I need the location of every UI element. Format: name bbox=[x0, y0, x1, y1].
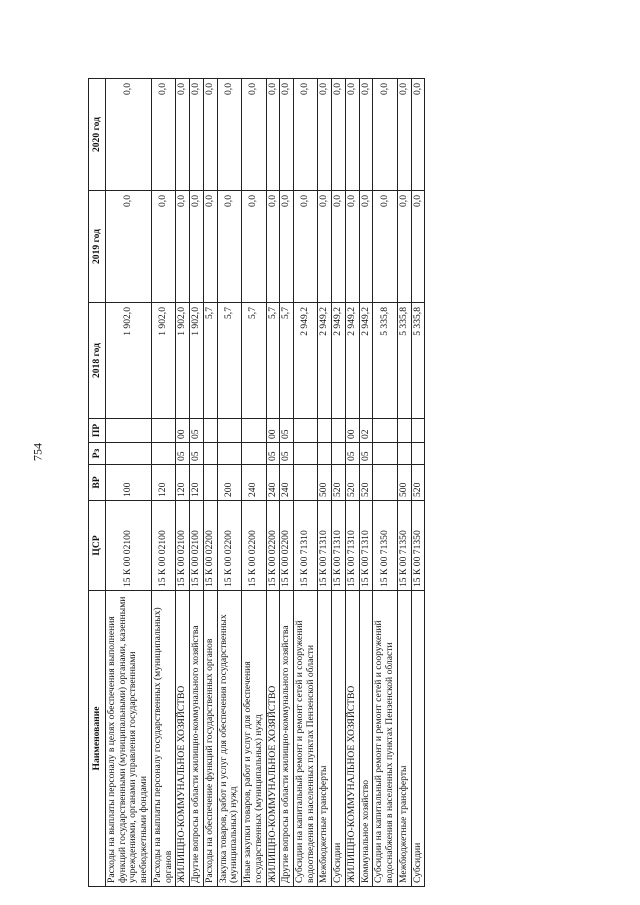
cell-vr bbox=[294, 465, 318, 501]
cell-2018: 5,7 bbox=[217, 303, 241, 419]
header-rz: Рз bbox=[89, 443, 106, 465]
cell-pr: 05 bbox=[190, 419, 204, 443]
header-2018: 2018 год bbox=[89, 303, 106, 419]
table-row bbox=[203, 79, 217, 887]
cell-vr: 500 bbox=[318, 465, 332, 501]
budget-table bbox=[88, 78, 425, 887]
cell-pr: 00 bbox=[176, 419, 190, 443]
cell-pr: 05 bbox=[280, 419, 294, 443]
cell-name: Субсидии на капитальный ремонт и ремонт сетей и сооружений водоотведения в населенных пунктах Пензенской области bbox=[294, 591, 318, 887]
cell-pr bbox=[294, 419, 318, 443]
cell-pr bbox=[203, 419, 217, 443]
cell-2020: 0,0 bbox=[217, 79, 241, 191]
cell-2019: 0,0 bbox=[397, 191, 411, 303]
cell-name: Межбюджетные трансферты bbox=[318, 591, 332, 887]
table-row bbox=[332, 79, 346, 887]
cell-csr: 15 К 00 02100 bbox=[151, 501, 175, 591]
cell-2018: 5 335,8 bbox=[397, 303, 411, 419]
cell-rz: 05 bbox=[266, 443, 280, 465]
cell-csr: 15 К 00 02100 bbox=[176, 501, 190, 591]
cell-rz bbox=[106, 443, 152, 465]
cell-csr: 15 К 00 02100 bbox=[106, 501, 152, 591]
table-row bbox=[217, 79, 241, 887]
cell-2020: 0,0 bbox=[280, 79, 294, 191]
table-body bbox=[106, 79, 425, 887]
cell-vr: 520 bbox=[345, 465, 359, 501]
header-name: Наименование bbox=[89, 591, 106, 887]
rotated-table-container bbox=[88, 79, 562, 887]
cell-2018: 2 949,2 bbox=[332, 303, 346, 419]
table-row bbox=[106, 79, 152, 887]
cell-csr: 15 К 00 71350 bbox=[397, 501, 411, 591]
cell-name: Расходы на выплаты персоналу государственных (муниципальных) органов bbox=[151, 591, 175, 887]
cell-2019: 0,0 bbox=[151, 191, 175, 303]
cell-rz: 05 bbox=[359, 443, 373, 465]
cell-name: Коммунальное хозяйство bbox=[359, 591, 373, 887]
cell-2019: 0,0 bbox=[318, 191, 332, 303]
cell-rz bbox=[318, 443, 332, 465]
table-row bbox=[294, 79, 318, 887]
cell-pr bbox=[318, 419, 332, 443]
cell-name: Расходы на обеспечение функций государственных органов bbox=[203, 591, 217, 887]
cell-csr: 15 К 00 02200 bbox=[217, 501, 241, 591]
cell-rz bbox=[294, 443, 318, 465]
cell-pr bbox=[217, 419, 241, 443]
cell-2020: 0,0 bbox=[176, 79, 190, 191]
cell-2020: 0,0 bbox=[397, 79, 411, 191]
cell-pr bbox=[332, 419, 346, 443]
cell-2018: 5 335,8 bbox=[411, 303, 425, 419]
cell-rz: 05 bbox=[176, 443, 190, 465]
cell-name: Субсидии bbox=[332, 591, 346, 887]
cell-2018: 2 949,2 bbox=[345, 303, 359, 419]
cell-2018: 2 949,2 bbox=[318, 303, 332, 419]
cell-pr bbox=[242, 419, 266, 443]
cell-vr bbox=[373, 465, 397, 501]
cell-rz bbox=[203, 443, 217, 465]
cell-pr bbox=[397, 419, 411, 443]
cell-2019: 0,0 bbox=[332, 191, 346, 303]
cell-csr: 15 К 00 71310 bbox=[332, 501, 346, 591]
cell-vr bbox=[203, 465, 217, 501]
cell-2019: 0,0 bbox=[217, 191, 241, 303]
cell-rz bbox=[411, 443, 425, 465]
cell-name: Иные закупки товаров, работ и услуг для обеспечения государственных (муниципальных) нужд bbox=[242, 591, 266, 887]
cell-csr: 15 К 00 71310 bbox=[294, 501, 318, 591]
cell-name: Субсидии на капитальный ремонт и ремонт сетей и сооружений водоснабжения в населенных пунктах Пензенской области bbox=[373, 591, 397, 887]
header-pr: ПР bbox=[89, 419, 106, 443]
cell-vr: 520 bbox=[359, 465, 373, 501]
header-2019: 2019 год bbox=[89, 191, 106, 303]
table-row bbox=[280, 79, 294, 887]
cell-csr: 15 К 00 71310 bbox=[318, 501, 332, 591]
table-header-row bbox=[89, 79, 106, 887]
cell-pr bbox=[373, 419, 397, 443]
cell-pr: 00 bbox=[266, 419, 280, 443]
cell-2019: 0,0 bbox=[280, 191, 294, 303]
table-row bbox=[151, 79, 175, 887]
cell-pr bbox=[106, 419, 152, 443]
cell-2020: 0,0 bbox=[242, 79, 266, 191]
cell-2020: 0,0 bbox=[203, 79, 217, 191]
cell-rz: 05 bbox=[190, 443, 204, 465]
cell-2020: 0,0 bbox=[190, 79, 204, 191]
cell-rz bbox=[242, 443, 266, 465]
cell-2019: 0,0 bbox=[373, 191, 397, 303]
cell-2020: 0,0 bbox=[411, 79, 425, 191]
cell-2018: 5,7 bbox=[203, 303, 217, 419]
cell-2019: 0,0 bbox=[294, 191, 318, 303]
cell-csr: 15 К 00 02200 bbox=[242, 501, 266, 591]
cell-csr: 15 К 00 02100 bbox=[190, 501, 204, 591]
cell-csr: 15 К 00 71350 bbox=[373, 501, 397, 591]
cell-vr: 500 bbox=[397, 465, 411, 501]
page-number: 754 bbox=[30, 443, 45, 461]
cell-2020: 0,0 bbox=[106, 79, 152, 191]
cell-2019: 0,0 bbox=[190, 191, 204, 303]
cell-2018: 2 949,2 bbox=[294, 303, 318, 419]
cell-2020: 0,0 bbox=[332, 79, 346, 191]
cell-vr: 120 bbox=[151, 465, 175, 501]
cell-pr: 00 bbox=[345, 419, 359, 443]
cell-vr: 200 bbox=[217, 465, 241, 501]
cell-rz bbox=[332, 443, 346, 465]
cell-2018: 5 335,8 bbox=[373, 303, 397, 419]
cell-pr bbox=[151, 419, 175, 443]
cell-rz bbox=[397, 443, 411, 465]
table-row bbox=[266, 79, 280, 887]
cell-2018: 1 902,0 bbox=[190, 303, 204, 419]
table-row bbox=[190, 79, 204, 887]
cell-2019: 0,0 bbox=[345, 191, 359, 303]
cell-vr: 240 bbox=[280, 465, 294, 501]
cell-csr: 15 К 00 02200 bbox=[203, 501, 217, 591]
cell-csr: 15 К 00 71310 bbox=[359, 501, 373, 591]
cell-name: Расходы на выплаты персоналу в целях обеспечения выполнения функций государственными (муниципальными) органами, казенными учреждениями, органами управления государственными внебюджетными фондами bbox=[106, 591, 152, 887]
cell-2019: 0,0 bbox=[106, 191, 152, 303]
cell-csr: 15 К 00 71310 bbox=[345, 501, 359, 591]
cell-name: ЖИЛИЩНО-КОММУНАЛЬНОЕ ХОЗЯЙСТВО bbox=[345, 591, 359, 887]
cell-2018: 5,7 bbox=[242, 303, 266, 419]
cell-2019: 0,0 bbox=[411, 191, 425, 303]
table-row bbox=[345, 79, 359, 887]
cell-2018: 2 949,2 bbox=[359, 303, 373, 419]
cell-2020: 0,0 bbox=[373, 79, 397, 191]
table-row bbox=[359, 79, 373, 887]
cell-2018: 1 902,0 bbox=[106, 303, 152, 419]
cell-2018: 1 902,0 bbox=[151, 303, 175, 419]
cell-vr: 520 bbox=[332, 465, 346, 501]
cell-2018: 1 902,0 bbox=[176, 303, 190, 419]
table-row bbox=[176, 79, 190, 887]
cell-2018: 5,7 bbox=[266, 303, 280, 419]
header-2020: 2020 год bbox=[89, 79, 106, 191]
cell-vr: 120 bbox=[190, 465, 204, 501]
cell-rz: 05 bbox=[280, 443, 294, 465]
cell-rz bbox=[151, 443, 175, 465]
table-row bbox=[373, 79, 397, 887]
cell-vr: 240 bbox=[242, 465, 266, 501]
cell-2020: 0,0 bbox=[359, 79, 373, 191]
cell-2020: 0,0 bbox=[266, 79, 280, 191]
cell-2020: 0,0 bbox=[318, 79, 332, 191]
table-row bbox=[242, 79, 266, 887]
cell-name: Закупка товаров, работ и услуг для обеспечения государственных (муниципальных) нужд bbox=[217, 591, 241, 887]
cell-pr bbox=[411, 419, 425, 443]
cell-rz bbox=[373, 443, 397, 465]
cell-2019: 0,0 bbox=[359, 191, 373, 303]
cell-name: Другие вопросы в области жилищно-коммунального хозяйства bbox=[190, 591, 204, 887]
cell-2020: 0,0 bbox=[151, 79, 175, 191]
table-row bbox=[318, 79, 332, 887]
cell-name: Субсидии bbox=[411, 591, 425, 887]
table-row bbox=[397, 79, 411, 887]
cell-2020: 0,0 bbox=[294, 79, 318, 191]
cell-vr: 100 bbox=[106, 465, 152, 501]
header-csr: ЦСР bbox=[89, 501, 106, 591]
cell-csr: 15 К 00 71350 bbox=[411, 501, 425, 591]
cell-vr: 240 bbox=[266, 465, 280, 501]
cell-rz: 05 bbox=[345, 443, 359, 465]
cell-vr: 120 bbox=[176, 465, 190, 501]
cell-2019: 0,0 bbox=[266, 191, 280, 303]
cell-2019: 0,0 bbox=[203, 191, 217, 303]
cell-name: ЖИЛИЩНО-КОММУНАЛЬНОЕ ХОЗЯЙСТВО bbox=[266, 591, 280, 887]
cell-vr: 520 bbox=[411, 465, 425, 501]
cell-csr: 15 К 00 02200 bbox=[280, 501, 294, 591]
header-vr: ВР bbox=[89, 465, 106, 501]
table-row bbox=[411, 79, 425, 887]
cell-name: Другие вопросы в области жилищно-коммунального хозяйства bbox=[280, 591, 294, 887]
cell-csr: 15 К 00 02200 bbox=[266, 501, 280, 591]
cell-2018: 5,7 bbox=[280, 303, 294, 419]
cell-name: Межбюджетные трансферты bbox=[397, 591, 411, 887]
cell-pr: 02 bbox=[359, 419, 373, 443]
cell-2020: 0,0 bbox=[345, 79, 359, 191]
cell-2019: 0,0 bbox=[242, 191, 266, 303]
cell-2019: 0,0 bbox=[176, 191, 190, 303]
cell-name: ЖИЛИЩНО-КОММУНАЛЬНОЕ ХОЗЯЙСТВО bbox=[176, 591, 190, 887]
cell-rz bbox=[217, 443, 241, 465]
